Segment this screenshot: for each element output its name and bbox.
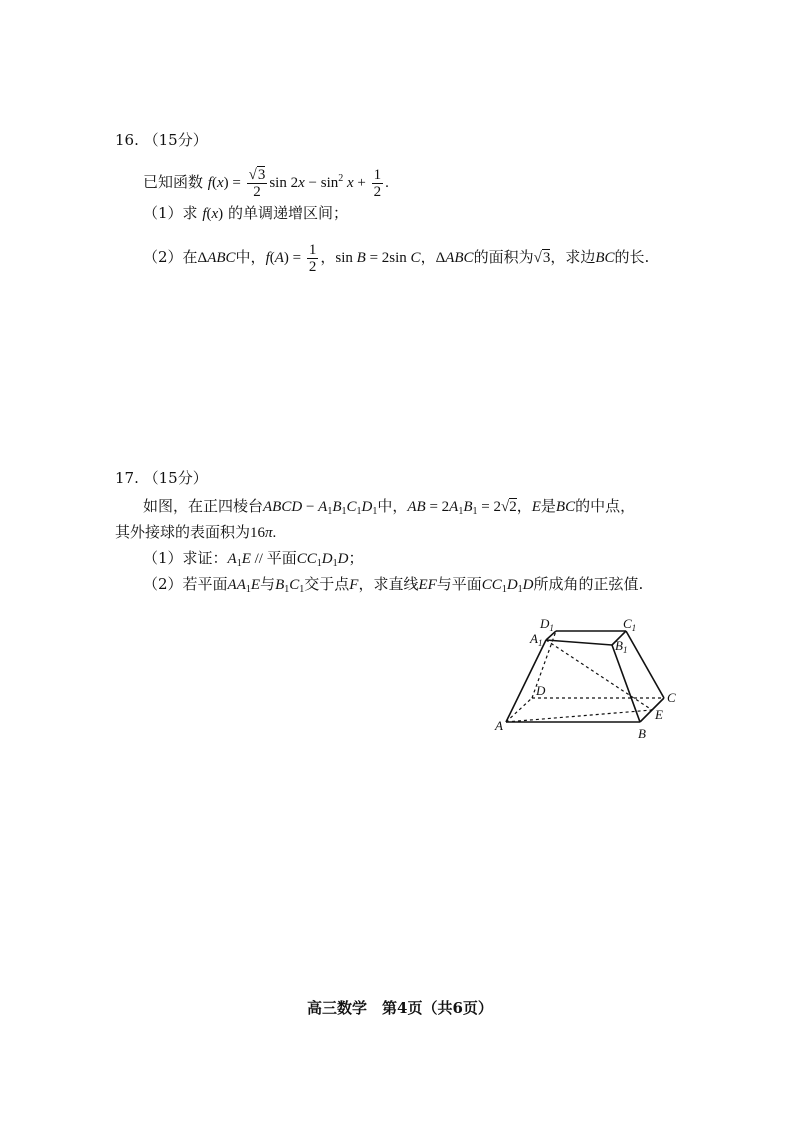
label-A: A: [495, 718, 503, 733]
label-C1: $C_1$: [623, 616, 637, 633]
q16-part1-label: （1）求: [143, 204, 198, 222]
q16-part1: （1）求 f(x) 的单调递增区间；: [143, 204, 348, 222]
hidden-edge-a-d: [506, 698, 532, 722]
q16-intro-text: 已知函数: [143, 173, 204, 191]
q16-part2: （2）在ΔABC中，f(A) = $\frac{1}{2}$ ，sin B = 2sin C，ΔABC的面积为√3，求边BC的长.: [143, 241, 650, 275]
q16-score: （15分）: [143, 131, 208, 149]
q17-number: 17.: [115, 469, 139, 487]
q17-part2: （2）若平面$AA_1E$与$B_1C_1$交于点F，求直线EF与平面$CC_1D_1D$所成角的正弦值.: [143, 575, 644, 595]
fraction-sqrt3-over-2: $\frac{√3}{2}$: [248, 166, 266, 200]
q16-part2-label: （2）在: [143, 248, 198, 266]
q16-part1-text: 的单调递增区间；: [227, 204, 348, 222]
page-footer: 高三数学 第4页（共6页）: [307, 999, 493, 1017]
q17-score: （15分）: [143, 469, 208, 487]
hidden-line-a1-e: [546, 640, 652, 710]
edge-a-a1: [506, 640, 546, 722]
label-A1: $A_1$: [530, 631, 543, 648]
label-E: E: [655, 707, 663, 722]
label-C: C: [667, 690, 676, 705]
edge-b-b1: [612, 645, 640, 722]
label-B1: $B_1$: [615, 638, 628, 655]
q17-part1: （1）求证：$A_1E$ // 平面$CC_1D_1D$；: [143, 549, 364, 569]
edge-a1-b1: [546, 640, 612, 645]
q17-line1: 如图，在正四棱台ABCD − $A_1B_1C_1D_1$中，AB = $2A_1B_1 = 2√2$，E是BC的中点，: [143, 497, 636, 517]
label-D1: $D_1$: [540, 616, 554, 633]
edge-c-c1: [626, 631, 664, 698]
hidden-line-a-e: [506, 710, 652, 722]
label-D: D: [536, 683, 546, 698]
label-B: B: [638, 726, 646, 741]
fraction-1-over-2: $\frac{1}{2}$: [308, 241, 317, 275]
q17-line2: 其外接球的表面积为16π.: [115, 523, 277, 541]
q16-intro: 已知函数 f(x) = $\frac{√3}{2}$ $\sin 2x - \sin^2 x$ + $\frac{1}{2}$ .: [143, 166, 389, 200]
q16-number: 16.: [115, 131, 139, 149]
q16-function-formula: f: [207, 175, 212, 191]
fraction-1-over-2: $\frac{1}{2}$: [373, 166, 382, 200]
